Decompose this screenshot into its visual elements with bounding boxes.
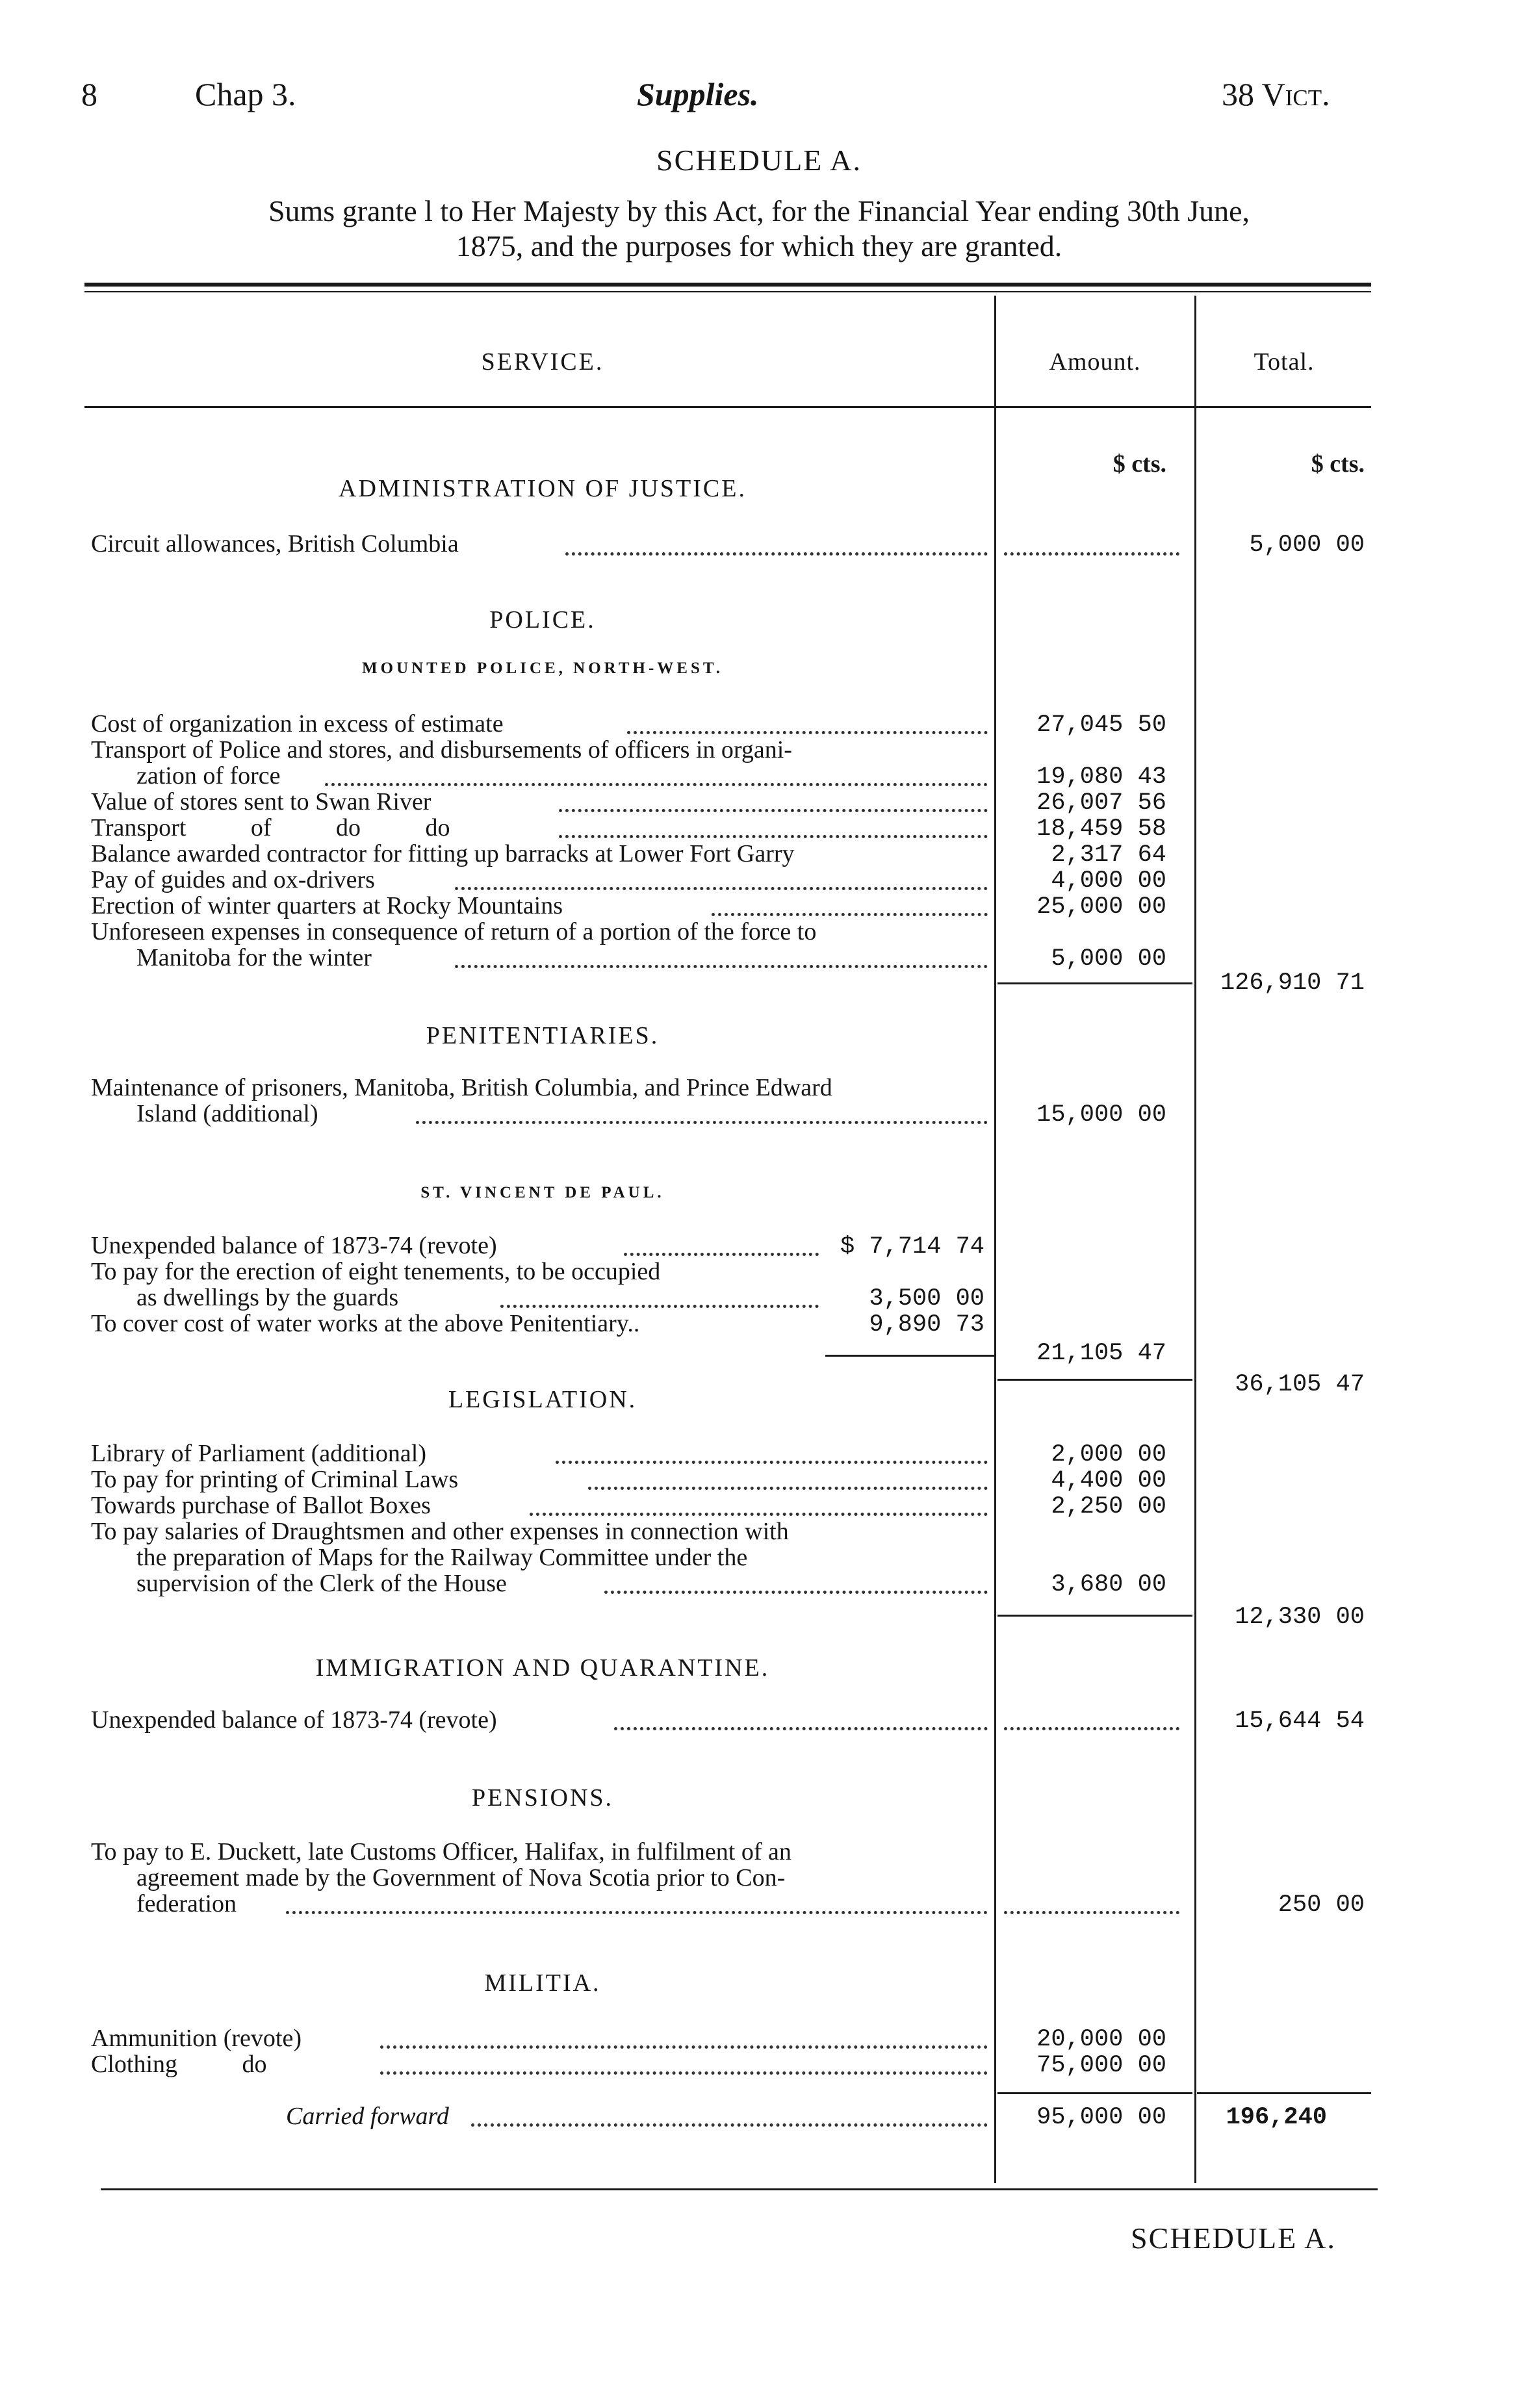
column-header-total: Total.	[1254, 348, 1315, 376]
total-immigration: 15,644 54	[1235, 1708, 1365, 1735]
heading-immigration-and-quarantine: IMMIGRATION AND QUARANTINE.	[315, 1654, 770, 1682]
legislation-item-amount: 3,680 00	[1051, 1571, 1166, 1598]
unit-total: $ cts.	[1311, 450, 1365, 478]
leader-dots	[627, 731, 988, 734]
penitentiary-item-label: Maintenance of prisoners, Manitoba, British Columbia, and Prince Edward	[91, 1074, 832, 1101]
police-item-label: Cost of organization in excess of estimate	[91, 710, 504, 737]
st-vincent-item-label: To cover cost of water works at the above Penitentiary..	[91, 1310, 640, 1337]
total-pensions: 250 00	[1278, 1891, 1365, 1919]
police-item-label: Transport of do do	[91, 814, 450, 841]
legislation-item-amount: 2,000 00	[1051, 1441, 1166, 1468]
legislation-item-label-cont: supervision of the Clerk of the House	[136, 1570, 507, 1597]
police-item-amount: 25,000 00	[1036, 893, 1166, 921]
leader-dots	[500, 1305, 819, 1308]
heading-penitentiaries: PENITENTIARIES.	[426, 1022, 660, 1049]
subheading-mounted-police: MOUNTED POLICE, NORTH-WEST.	[362, 660, 723, 677]
table-top-rule-thin	[84, 291, 1371, 292]
police-item-label-cont: zation of force	[136, 762, 281, 789]
st-vincent-item-value: $ 7,714 74	[840, 1233, 984, 1261]
leader-dots	[1004, 1727, 1179, 1730]
st-vincent-item-label: Unexpended balance of 1873-74 (revote)	[91, 1232, 497, 1259]
leader-dots	[559, 835, 988, 838]
police-item-label: Transport of Police and stores, and disbursements of officers in organi-	[91, 736, 792, 763]
st-vincent-item-label-cont: as dwellings by the guards	[136, 1284, 399, 1311]
catchword: SCHEDULE A.	[1131, 2222, 1336, 2255]
leader-dots	[614, 1727, 988, 1730]
militia-item-amount: 75,000 00	[1036, 2052, 1166, 2079]
heading-militia: MILITIA.	[484, 1969, 601, 1997]
legislation-item-label: To pay salaries of Draughtsmen and other expenses in connection with	[91, 1518, 789, 1545]
police-item-label: Unforeseen expenses in consequence of return of a portion of the force to	[91, 918, 817, 945]
militia-item-label: Ammunition (revote)	[91, 2025, 302, 2052]
subtotal-rule	[825, 1355, 994, 1357]
police-item-amount: 5,000 00	[1051, 945, 1166, 973]
police-item-amount: 18,459 58	[1036, 815, 1166, 843]
militia-item-amount: 20,000 00	[1036, 2026, 1166, 2053]
st-vincent-item-value: 9,890 73	[869, 1311, 984, 1338]
leader-dots	[712, 913, 988, 916]
leader-dots	[380, 2071, 988, 2075]
carried-forward-total: 196,240	[1226, 2104, 1327, 2131]
pension-item-label-cont: agreement made by the Government of Nova Scotia prior to Con-	[136, 1864, 786, 1891]
subtotal-rule	[997, 982, 1192, 984]
leader-dots	[455, 887, 988, 890]
heading-administration-of-justice: ADMINISTRATION OF JUSTICE.	[339, 475, 747, 502]
running-title: Supplies.	[637, 76, 759, 112]
item-circuit-allowances: Circuit allowances, British Columbia	[91, 530, 459, 557]
table-top-rule	[84, 283, 1371, 287]
leader-dots	[416, 1121, 988, 1124]
column-divider-amount	[994, 296, 996, 2183]
subtotal-rule	[997, 1379, 1192, 1381]
column-header-amount: Amount.	[1049, 348, 1141, 376]
immigration-item-label: Unexpended balance of 1873-74 (revote)	[91, 1706, 497, 1734]
unit-amount: $ cts.	[1113, 450, 1166, 478]
heading-legislation: LEGISLATION.	[448, 1386, 637, 1413]
leader-dots	[530, 1513, 988, 1516]
leader-dots	[325, 783, 988, 786]
heading-police: POLICE.	[489, 606, 596, 634]
police-item-amount: 2,317 64	[1051, 841, 1166, 869]
regnal-year: 38 Vict.	[1222, 76, 1330, 112]
leader-dots	[559, 809, 988, 812]
pension-item-label-cont: federation	[136, 1890, 237, 1917]
column-divider-total	[1194, 296, 1196, 2183]
pension-item-label: To pay to E. Duckett, late Customs Officer, Halifax, in fulfilment of an	[91, 1838, 791, 1865]
total-penitentiaries: 36,105 47	[1235, 1371, 1365, 1398]
police-item-label: Erection of winter quarters at Rocky Mountains	[91, 892, 563, 919]
leader-dots	[588, 1487, 988, 1490]
police-item-amount: 27,045 50	[1036, 711, 1166, 739]
st-vincent-item-label: To pay for the erection of eight tenements, to be occupied	[91, 1258, 661, 1285]
carried-forward-label: Carried forward	[286, 2103, 449, 2130]
police-item-amount: 19,080 43	[1036, 763, 1166, 791]
total-police: 126,910 71	[1220, 969, 1365, 997]
column-header-service: SERVICE.	[481, 348, 604, 376]
leader-dots	[1004, 552, 1179, 556]
schedule-intro-line2: 1875, and the purposes for which they are granted.	[456, 229, 1062, 263]
schedule-intro-line1: Sums grante l to Her Majesty by this Act, for the Financial Year ending 30th June,	[268, 194, 1250, 227]
penitentiary-item-label-cont: Island (additional)	[136, 1100, 318, 1127]
police-item-label: Value of stores sent to Swan River	[91, 788, 431, 815]
leader-dots	[286, 1911, 988, 1914]
carried-forward-amount: 95,000 00	[1036, 2104, 1166, 2131]
total-legislation: 12,330 00	[1235, 1604, 1365, 1631]
table-bottom-rule	[101, 2188, 1378, 2190]
subtotal-rule	[997, 1615, 1192, 1617]
subtotal-rule	[997, 2092, 1192, 2094]
table-header-rule	[84, 406, 1371, 408]
subheading-st-vincent-de-paul: ST. VINCENT DE PAUL.	[420, 1184, 665, 1201]
legislation-item-amount: 4,400 00	[1051, 1467, 1166, 1494]
legislation-item-label: Towards purchase of Ballot Boxes	[91, 1492, 431, 1519]
police-item-label: Balance awarded contractor for fitting up barracks at Lower Fort Garry	[91, 840, 795, 867]
st-vincent-item-value: 3,500 00	[869, 1285, 984, 1313]
schedule-title: SCHEDULE A.	[656, 144, 862, 177]
legislation-item-label-cont: the preparation of Maps for the Railway Committee under the	[136, 1544, 748, 1571]
police-item-label: Pay of guides and ox-drivers	[91, 866, 375, 893]
penitentiary-item-amount: 15,000 00	[1036, 1101, 1166, 1129]
leader-dots	[1004, 1911, 1179, 1914]
legislation-item-label: Library of Parliament (additional)	[91, 1440, 426, 1467]
st-vincent-amount: 21,105 47	[1036, 1340, 1166, 1367]
leader-dots	[471, 2123, 988, 2127]
police-item-amount: 26,007 56	[1036, 789, 1166, 817]
leader-dots	[380, 2045, 988, 2049]
police-item-amount: 4,000 00	[1051, 867, 1166, 895]
militia-item-label: Clothing do	[91, 2051, 267, 2078]
subtotal-rule	[1197, 2092, 1371, 2094]
police-item-label-cont: Manitoba for the winter	[136, 944, 372, 971]
page-number: 8	[81, 76, 97, 112]
leader-dots	[455, 965, 988, 968]
leader-dots	[565, 552, 988, 556]
legislation-item-amount: 2,250 00	[1051, 1493, 1166, 1520]
leader-dots	[604, 1591, 988, 1594]
legislation-item-label: To pay for printing of Criminal Laws	[91, 1466, 459, 1493]
chapter-label: Chap 3.	[195, 76, 296, 112]
leader-dots	[624, 1253, 819, 1256]
leader-dots	[556, 1461, 988, 1464]
heading-pensions: PENSIONS.	[471, 1784, 614, 1812]
total-circuit-allowances: 5,000 00	[1249, 532, 1365, 559]
